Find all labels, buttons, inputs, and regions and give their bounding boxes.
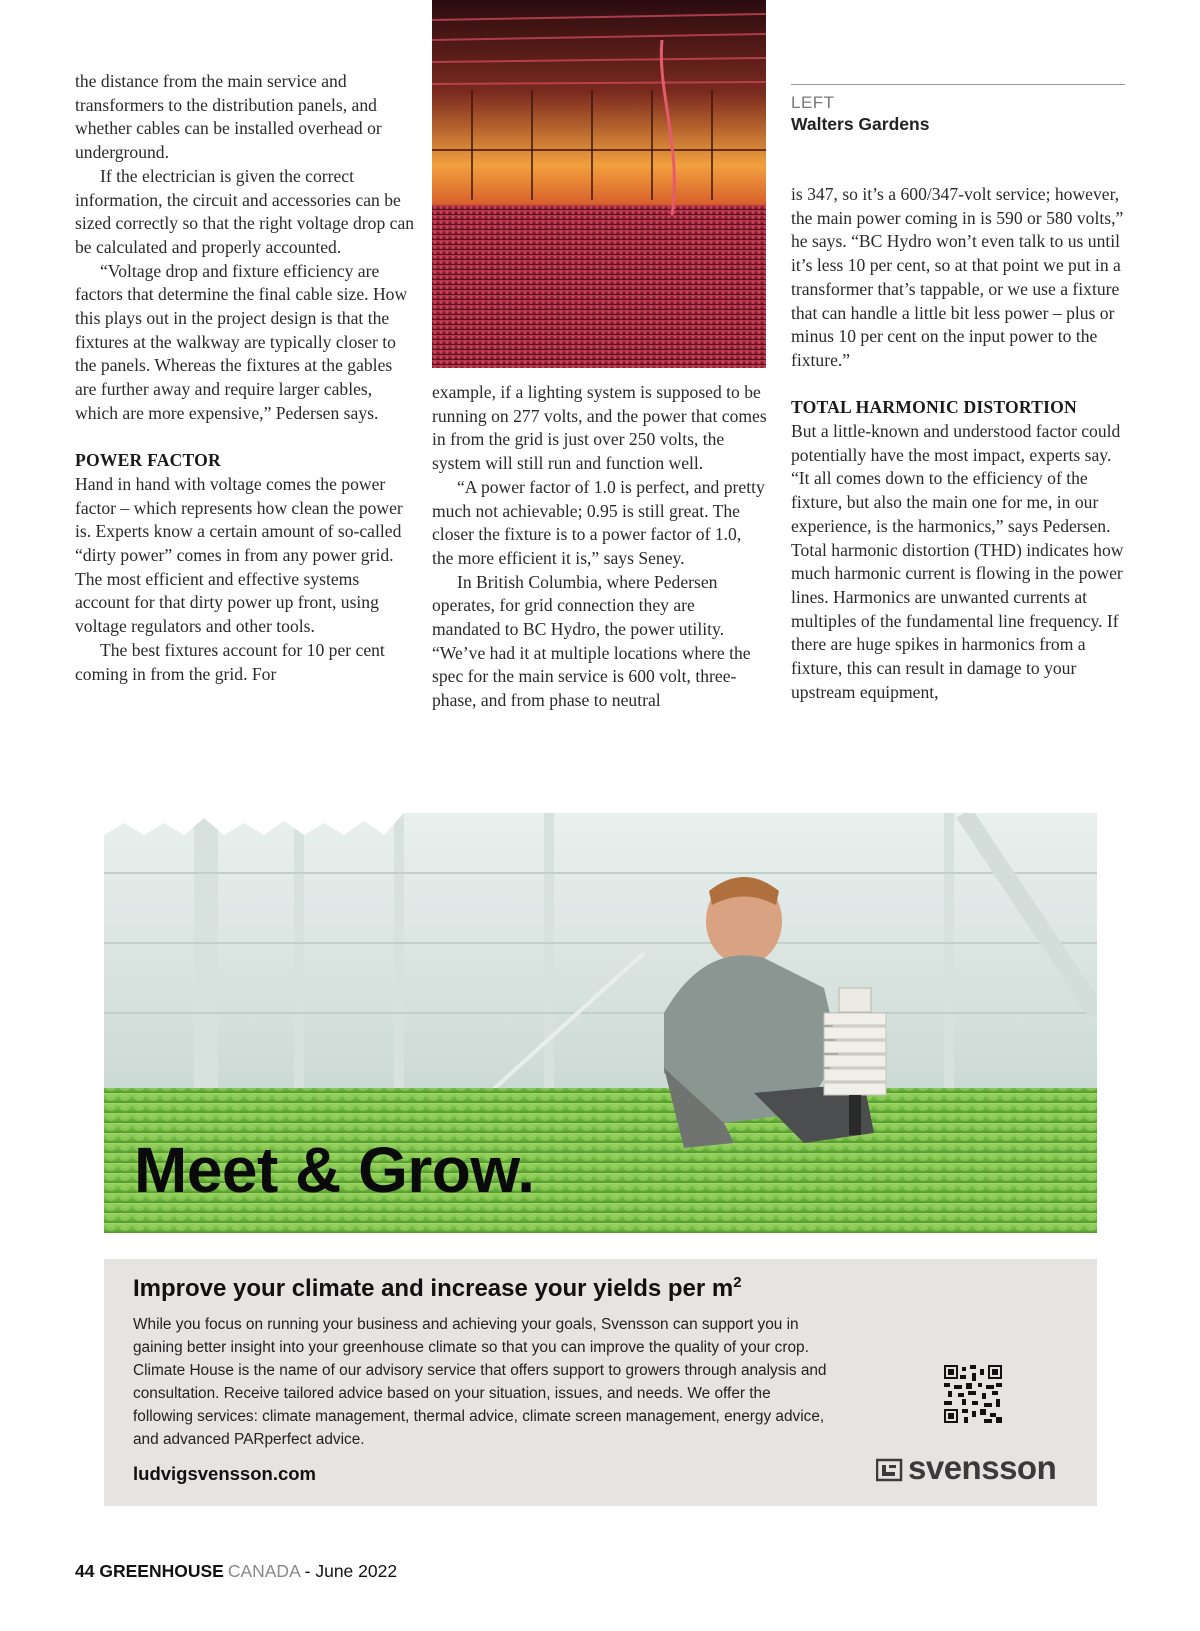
- ad-info-box: [104, 1259, 1097, 1506]
- paragraph: “Voltage drop and fixture efficiency are factors that determine the final cable size. How this plays out in the project design is that the fixtures at the walkway are typically closer to the panels. Whereas the fixtures at the gables are further away and require larger cables, which are more expensive,” Pedersen says.: [75, 260, 408, 423]
- photo-caption: [791, 84, 1125, 135]
- section-heading-total-harmonic-distortion: TOTAL HARMONIC DISTORTION: [791, 397, 1077, 418]
- paragraph: If the electrician is given the correct information, the circuit and accessories can be sized correctly so that the right voltage drop can be calculated and properly accounted.: [75, 165, 415, 257]
- paragraph: example, if a lighting system is supposed to be running on 277 volts, and the power that comes in from the grid is just over 250 volts, the system will still run and function well.: [432, 382, 767, 474]
- paragraph: Hand in hand with voltage comes the power factor – which represents how clean the power is. Experts know a certain amount of so-called “dirty power” comes in from any power grid. The most efficient and effective systems account for that dirty power up front, using voltage regulators and other tools.: [75, 473, 403, 637]
- article-column-2: [432, 381, 767, 713]
- paragraph: But a little-known and understood factor could potentially have the most impact, experts say. “It all comes down to the efficiency of the fixture, but also the main one for me, in our experience, is the harmonics,” says Pedersen. Total harmonic distortion (THD) indicates how much harmonic current is flowing in the power lines. Harmonics are unwanted currents at multiples of the fundamental line frequency. If there are huge spikes in harmonics from a fixture, this can result in damage to your upstream equipment,: [791, 421, 1124, 702]
- issue-date: - June 2022: [304, 1561, 398, 1581]
- caption-credit: Walters Gardens: [791, 114, 930, 134]
- paragraph: The best fixtures account for 10 per cent coming in from the grid. For: [75, 639, 385, 684]
- magazine-name-suffix: CANADA: [227, 1561, 300, 1581]
- svensson-logo: [876, 1449, 1072, 1487]
- ad-subheading: [133, 1274, 742, 1303]
- ad-headline: Meet & Grow.: [134, 1134, 535, 1206]
- svensson-wordmark: svensson: [908, 1449, 1057, 1486]
- ad-website-link[interactable]: ludvigsvensson.com: [133, 1463, 316, 1484]
- qr-code-icon[interactable]: [944, 1365, 1002, 1423]
- magazine-name: GREENHOUSE: [99, 1561, 224, 1581]
- article-column-3: [791, 183, 1126, 704]
- greenhouse-lighting-photo: [432, 0, 766, 368]
- ad-subheading-text: Improve your climate and increase your yields per m: [133, 1275, 734, 1302]
- page-footer: [75, 1561, 397, 1582]
- ad-body-text: While you focus on running your business and achieving your goals, Svensson can support you in gaining better insight into your greenhouse climate so that you can improve the quality of your crop. Climate House is the name of our advisory service that offers support to growers through analysis and consultation. Receive tailored advice based on your situation, issues, and needs. We offer the following services: climate management, thermal advice, climate screen management, energy advice, and advanced PARperfect advice.: [133, 1316, 827, 1448]
- section-heading-power-factor: POWER FACTOR: [75, 450, 221, 471]
- page-number: 44: [75, 1561, 95, 1581]
- svensson-mark-icon: [876, 1457, 904, 1485]
- paragraph: is 347, so it’s a 600/347-volt service; however, the main power coming in is 590 or 580 volts,” he says. “BC Hydro won’t even talk to us until it’s less 10 per cent, so at that point we put in a transformer that’s tappable, or we use a fixture that can handle a little bit less power – plus or minus 10 per cent on the input power to the fixture.”: [791, 184, 1124, 370]
- paragraph: “A power factor of 1.0 is perfect, and pretty much not achievable; 0.95 is still great. The closer the fixture is to a power factor of 1.0, the more efficient it is,” says Seney.: [432, 476, 765, 568]
- paragraph: the distance from the main service and transformers to the distribution panels, and whether cables can be installed overhead or underground.: [75, 71, 382, 163]
- paragraph: In British Columbia, where Pedersen operates, for grid connection they are mandated to BC Hydro, the power utility. “We’ve had it at multiple locations where the spec for the main service is 600 volt, three-phase, and from phase to neutral: [432, 571, 751, 711]
- caption-label: LEFT: [791, 93, 835, 112]
- ad-subheading-superscript: 2: [733, 1274, 742, 1291]
- article-column-1: [75, 70, 415, 686]
